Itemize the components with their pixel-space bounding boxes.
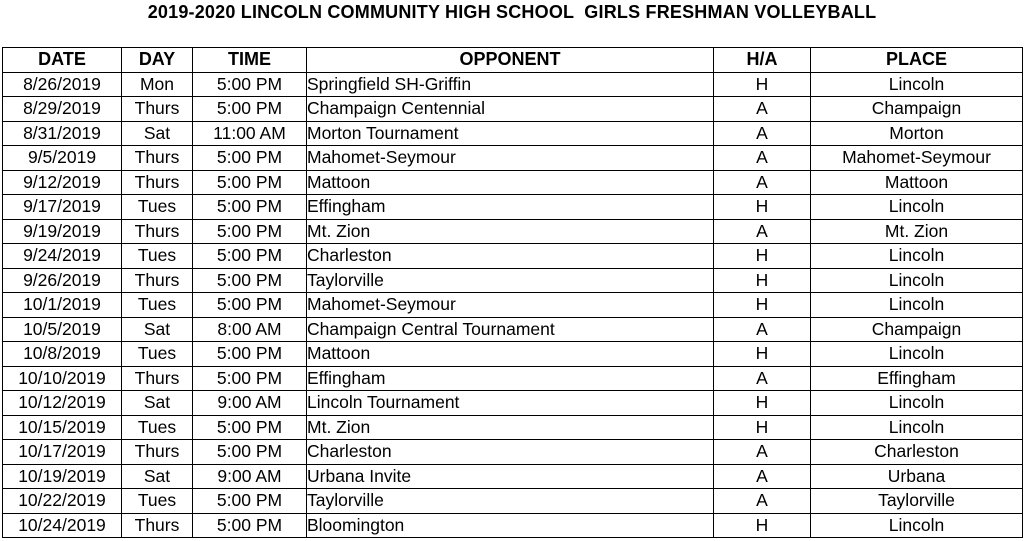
day-cell: Mon [122,72,193,97]
home-away-cell: H [714,415,811,440]
date-cell: 9/26/2019 [3,268,122,293]
table-row [3,513,1023,538]
opponent-cell: Charleston [307,440,714,465]
home-away-cell: A [714,464,811,489]
place-cell: Lincoln [811,293,1023,318]
time-cell: 5:00 PM [193,293,307,318]
date-cell: 10/10/2019 [3,366,122,391]
table-row [3,195,1023,220]
opponent-cell: Mattoon [307,170,714,195]
day-cell: Sat [122,391,193,416]
table-row [3,146,1023,171]
table-row [3,268,1023,293]
column-header-place: PLACE [811,48,1023,73]
time-cell: 8:00 AM [193,317,307,342]
opponent-cell: Morton Tournament [307,121,714,146]
home-away-cell: A [714,219,811,244]
time-cell: 5:00 PM [193,415,307,440]
day-cell: Tues [122,342,193,367]
column-header-opponent: OPPONENT [307,48,714,73]
date-cell: 8/26/2019 [3,72,122,97]
home-away-cell: H [714,195,811,220]
date-cell: 8/31/2019 [3,121,122,146]
opponent-cell: Mattoon [307,342,714,367]
opponent-cell: Lincoln Tournament [307,391,714,416]
home-away-cell: A [714,489,811,514]
column-header-date: DATE [3,48,122,73]
place-cell: Morton [811,121,1023,146]
table-row [3,464,1023,489]
table-row [3,342,1023,367]
place-cell: Charleston [811,440,1023,465]
place-cell: Mattoon [811,170,1023,195]
time-cell: 9:00 AM [193,391,307,416]
opponent-cell: Effingham [307,366,714,391]
place-cell: Champaign [811,97,1023,122]
opponent-cell: Effingham [307,195,714,220]
time-cell: 5:00 PM [193,72,307,97]
place-cell: Lincoln [811,415,1023,440]
table-row [3,97,1023,122]
date-cell: 9/17/2019 [3,195,122,220]
date-cell: 10/24/2019 [3,513,122,538]
time-cell: 5:00 PM [193,195,307,220]
day-cell: Tues [122,244,193,269]
day-cell: Thurs [122,366,193,391]
table-header-row [3,48,1023,73]
table-row [3,489,1023,514]
home-away-cell: H [714,293,811,318]
date-cell: 10/12/2019 [3,391,122,416]
date-cell: 10/17/2019 [3,440,122,465]
place-cell: Urbana [811,464,1023,489]
home-away-cell: H [714,268,811,293]
opponent-cell: Champaign Central Tournament [307,317,714,342]
table-row [3,415,1023,440]
time-cell: 5:00 PM [193,219,307,244]
home-away-cell: A [714,317,811,342]
day-cell: Thurs [122,440,193,465]
time-cell: 5:00 PM [193,244,307,269]
column-header-time: TIME [193,48,307,73]
table-row [3,293,1023,318]
day-cell: Thurs [122,97,193,122]
home-away-cell: A [714,97,811,122]
date-cell: 9/19/2019 [3,219,122,244]
time-cell: 5:00 PM [193,342,307,367]
home-away-cell: A [714,146,811,171]
table-row [3,170,1023,195]
opponent-cell: Mahomet-Seymour [307,293,714,318]
place-cell: Effingham [811,366,1023,391]
home-away-cell: H [714,513,811,538]
home-away-cell: H [714,244,811,269]
home-away-cell: A [714,440,811,465]
time-cell: 5:00 PM [193,146,307,171]
opponent-cell: Mt. Zion [307,415,714,440]
place-cell: Mahomet-Seymour [811,146,1023,171]
date-cell: 10/22/2019 [3,489,122,514]
day-cell: Thurs [122,146,193,171]
day-cell: Thurs [122,268,193,293]
home-away-cell: H [714,72,811,97]
home-away-cell: A [714,366,811,391]
home-away-cell: A [714,121,811,146]
time-cell: 5:00 PM [193,97,307,122]
time-cell: 5:00 PM [193,489,307,514]
day-cell: Tues [122,489,193,514]
opponent-cell: Bloomington [307,513,714,538]
day-cell: Tues [122,195,193,220]
place-cell: Lincoln [811,513,1023,538]
table-row [3,391,1023,416]
place-cell: Lincoln [811,268,1023,293]
place-cell: Mt. Zion [811,219,1023,244]
column-header-day: DAY [122,48,193,73]
place-cell: Champaign [811,317,1023,342]
opponent-cell: Springfield SH-Griffin [307,72,714,97]
date-cell: 10/1/2019 [3,293,122,318]
day-cell: Tues [122,293,193,318]
date-cell: 9/24/2019 [3,244,122,269]
date-cell: 10/8/2019 [3,342,122,367]
day-cell: Sat [122,317,193,342]
time-cell: 5:00 PM [193,366,307,391]
date-cell: 9/5/2019 [3,146,122,171]
date-cell: 10/19/2019 [3,464,122,489]
day-cell: Thurs [122,513,193,538]
date-cell: 10/15/2019 [3,415,122,440]
time-cell: 5:00 PM [193,170,307,195]
opponent-cell: Taylorville [307,268,714,293]
time-cell: 5:00 PM [193,440,307,465]
opponent-cell: Champaign Centennial [307,97,714,122]
table-row [3,244,1023,269]
table-row [3,317,1023,342]
table-row [3,121,1023,146]
table-row [3,440,1023,465]
table-row [3,219,1023,244]
table-row [3,366,1023,391]
place-cell: Taylorville [811,489,1023,514]
table-row [3,72,1023,97]
opponent-cell: Mt. Zion [307,219,714,244]
day-cell: Sat [122,464,193,489]
opponent-cell: Mahomet-Seymour [307,146,714,171]
column-header-home-away: H/A [714,48,811,73]
place-cell: Lincoln [811,391,1023,416]
home-away-cell: A [714,170,811,195]
time-cell: 9:00 AM [193,464,307,489]
opponent-cell: Charleston [307,244,714,269]
date-cell: 10/5/2019 [3,317,122,342]
page-title: 2019-2020 LINCOLN COMMUNITY HIGH SCHOOL GIRLS FRESHMAN VOLLEYBALL [147,2,877,22]
date-cell: 8/29/2019 [3,97,122,122]
time-cell: 5:00 PM [193,513,307,538]
date-cell: 9/12/2019 [3,170,122,195]
place-cell: Lincoln [811,342,1023,367]
day-cell: Sat [122,121,193,146]
place-cell: Lincoln [811,72,1023,97]
day-cell: Thurs [122,219,193,244]
opponent-cell: Urbana Invite [307,464,714,489]
home-away-cell: H [714,391,811,416]
time-cell: 11:00 AM [193,121,307,146]
opponent-cell: Taylorville [307,489,714,514]
schedule-table [2,47,1023,538]
time-cell: 5:00 PM [193,268,307,293]
day-cell: Thurs [122,170,193,195]
home-away-cell: H [714,342,811,367]
day-cell: Tues [122,415,193,440]
place-cell: Lincoln [811,195,1023,220]
place-cell: Lincoln [811,244,1023,269]
